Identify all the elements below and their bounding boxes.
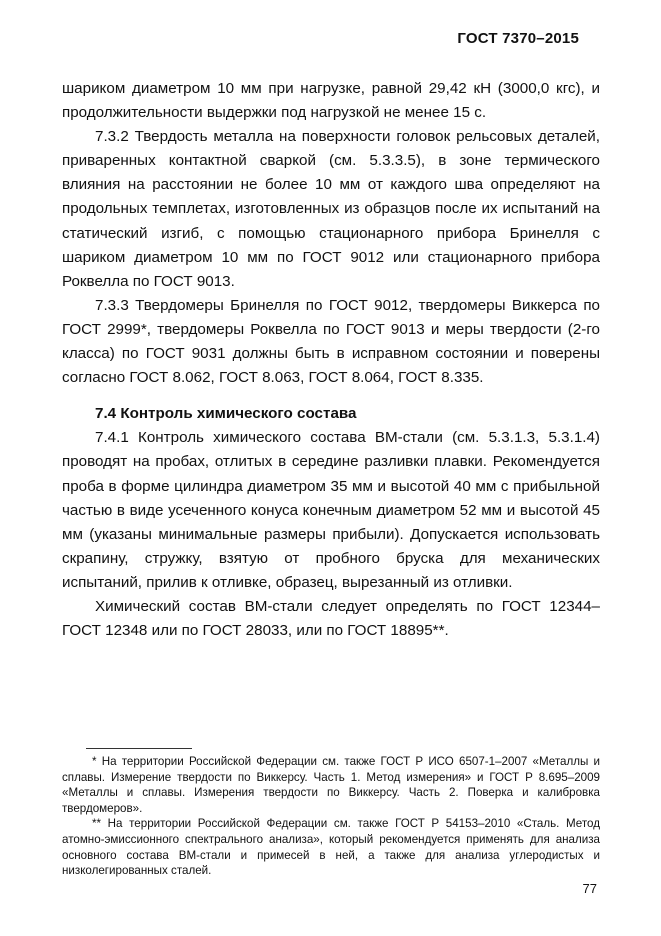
- page-number: 77: [582, 881, 597, 896]
- paragraph-7-4-1: 7.4.1 Контроль химического состава ВМ-стали (см. 5.3.1.3, 5.3.1.4) проводят на пробах, отлитых в середине разливки плавки. Рекомендуется проба в форме цилиндра диаметром 35 мм и высотой 40 мм с прибыльной частью в виде усеченного конуса конечным диаметром 52 мм и высотой 45 мм (указаны минимальные размеры прибыли). Допускается использовать скрапину, стружку, взятую от пробного бруска для механических испытаний, прилив к отливке, образец, вырезанный из отливки.: [62, 429, 600, 591]
- footnote-1: * На территории Российской Федерации см. также ГОСТ Р ИСО 6507-1–2007 «Металлы и сплавы. Измерение твердости по Виккерсу. Часть 1. Метод измерения» и ГОСТ Р 8.695–2009 «Металлы и сплавы. Измерения твердости по Виккерсу. Часть 2. Поверка и калибровка твердомеров».: [62, 755, 600, 815]
- page-header-standard: ГОСТ 7370–2015: [457, 30, 579, 47]
- paragraph-chemical-method: Химический состав ВМ-стали следует определять по ГОСТ 12344–ГОСТ 12348 или по ГОСТ 28033, или по ГОСТ 18895**.: [62, 597, 600, 640]
- footnote-separator: [86, 748, 192, 749]
- paragraph-7-3-2: 7.3.2 Твердость металла на поверхности головок рельсовых деталей, приваренных контактной сваркой (см. 5.3.3.5), в зоне термического влияния на расстоянии не более 10 мм от каждого шва определяют на продольных темплетах, изготовленных из образцов после их испытаний на статический изгиб, с помощью стационарного прибора Бринелля с шариком диаметром 10 мм по ГОСТ 9012 или стационарного прибора Роквелла по ГОСТ 9013.: [62, 128, 600, 290]
- footnotes: [62, 754, 600, 879]
- footnote-2: ** На территории Российской Федерации см. также ГОСТ Р 54153–2010 «Сталь. Метод атомно-эмиссионного спектрального анализа», который рекомендуется применять для анализа основного состава ВМ-стали и примесей в ней, а также для анализа углеродистых и низколегированных сталей.: [62, 817, 600, 878]
- section-title-7-4: 7.4 Контроль химического состава: [95, 405, 357, 423]
- main-text: [62, 77, 600, 643]
- paragraph-continuation: шариком диаметром 10 мм при нагрузке, равной 29,42 кН (3000,0 кгс), и продолжительности выдержки под нагрузкой не менее 15 с.: [62, 80, 600, 122]
- paragraph-7-3-3: 7.3.3 Твердомеры Бринелля по ГОСТ 9012, твердомеры Виккерса по ГОСТ 2999*, твердомеры Роквелла по ГОСТ 9013 и меры твердости (2-го класса) по ГОСТ 9031 должны быть в исправном состоянии и поверены согласно ГОСТ 8.062, ГОСТ 8.063, ГОСТ 8.064, ГОСТ 8.335.: [62, 296, 600, 387]
